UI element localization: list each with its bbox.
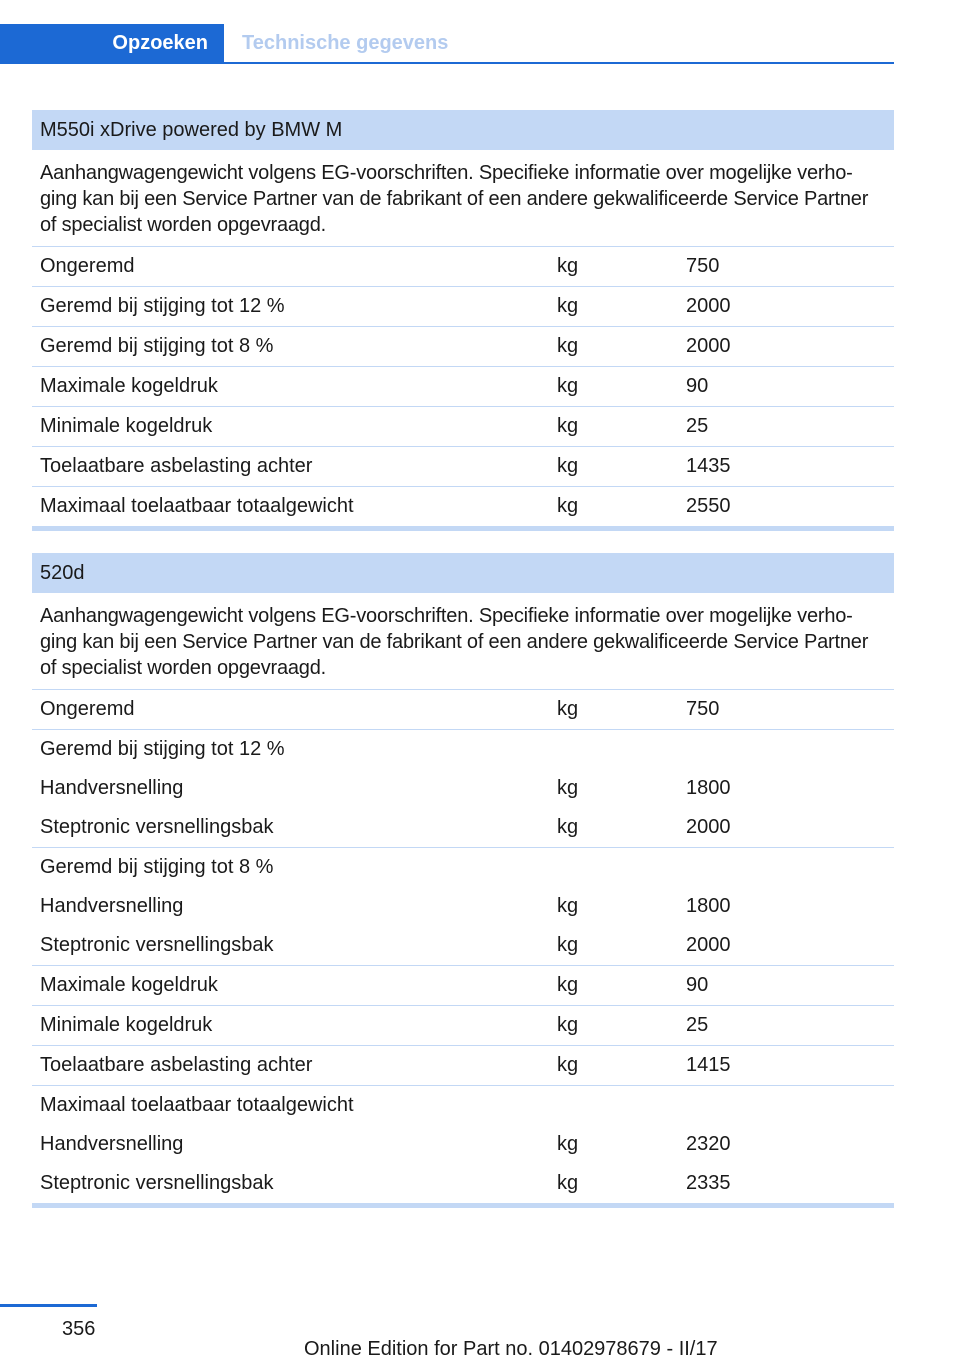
row-unit: kg: [557, 895, 579, 917]
section-title: 520d: [32, 553, 894, 593]
table-row: [32, 926, 894, 966]
footer-rule: [0, 1304, 97, 1307]
row-value: 1415: [686, 1054, 731, 1076]
table-row: [32, 247, 894, 287]
table-row: [32, 1086, 894, 1125]
row-unit: kg: [557, 974, 579, 996]
row-unit: kg: [557, 295, 579, 317]
row-label: Maximale kogeldruk: [40, 974, 218, 996]
row-value: 1800: [686, 895, 731, 917]
row-label: Geremd bij stijging tot 12 %: [40, 295, 285, 317]
row-value: 1800: [686, 777, 731, 799]
table-row: [32, 407, 894, 447]
table-row: [32, 887, 894, 926]
row-group-label: Maximaal toelaatbaar totaalgewicht: [40, 1094, 354, 1116]
edition-note: Online Edition for Part no. 01402978679 - II/17: [304, 1338, 718, 1360]
row-label: Steptronic versnellingsbak: [40, 934, 274, 956]
row-unit: kg: [557, 415, 579, 437]
row-unit: kg: [557, 495, 579, 517]
table-row: [32, 966, 894, 1006]
page-number: 356: [62, 1318, 96, 1340]
table-row: [32, 730, 894, 769]
section-description: Aanhangwagengewicht volgens EG-voorschriften. Specifieke informatie over mogelijke verho-ging kan bij een Service Partner van de fabrikant of een andere gekwalificeerde Service Partner of specialist worden opgevraagd.: [32, 593, 894, 690]
row-value: 25: [686, 415, 709, 437]
row-unit: kg: [557, 1054, 579, 1076]
table-row: [32, 1046, 894, 1086]
row-label: Handversnelling: [40, 777, 184, 799]
row-label: Maximale kogeldruk: [40, 375, 218, 397]
row-label: Geremd bij stijging tot 8 %: [40, 335, 274, 357]
row-label: Maximaal toelaatbaar totaalgewicht: [40, 495, 354, 517]
row-value: 25: [686, 1014, 709, 1036]
section-title: M550i xDrive powered by BMW M: [32, 110, 894, 150]
section-end-rule: [32, 526, 894, 531]
row-label: Minimale kogeldruk: [40, 1014, 213, 1036]
row-value: 2000: [686, 816, 731, 838]
row-value: 90: [686, 974, 709, 996]
row-label: Toelaatbare asbelasting achter: [40, 455, 313, 477]
row-value: 1435: [686, 455, 731, 477]
spec-table-520d: [32, 553, 894, 1208]
row-unit: kg: [557, 335, 579, 357]
row-value: 2335: [686, 1172, 731, 1194]
row-group-label: Geremd bij stijging tot 8 %: [40, 856, 274, 878]
section-description: Aanhangwagengewicht volgens EG-voorschriften. Specifieke informatie over mogelijke verho-ging kan bij een Service Partner van de fabrikant of een andere gekwalificeerde Service Partner of specialist worden opgevraagd.: [32, 150, 894, 247]
row-unit: kg: [557, 1133, 579, 1155]
row-value: 2550: [686, 495, 731, 517]
table-row: [32, 327, 894, 367]
row-unit: kg: [557, 455, 579, 477]
row-label: Ongeremd: [40, 698, 135, 720]
row-label: Ongeremd: [40, 255, 135, 277]
table-row: [32, 367, 894, 407]
row-value: 2000: [686, 335, 731, 357]
row-label: Steptronic versnellingsbak: [40, 816, 274, 838]
row-label: Toelaatbare asbelasting achter: [40, 1054, 313, 1076]
row-group-label: Geremd bij stijging tot 12 %: [40, 738, 285, 760]
row-unit: kg: [557, 375, 579, 397]
spec-table-m550i: [32, 110, 894, 531]
row-label: Minimale kogeldruk: [40, 415, 213, 437]
row-value: 2000: [686, 295, 731, 317]
row-unit: kg: [557, 816, 579, 838]
row-unit: kg: [557, 255, 579, 277]
table-row: [32, 1006, 894, 1046]
row-unit: kg: [557, 1172, 579, 1194]
row-value: 750: [686, 698, 720, 720]
table-row: [32, 487, 894, 526]
row-value: 750: [686, 255, 720, 277]
table-row: [32, 690, 894, 730]
row-value: 2320: [686, 1133, 731, 1155]
table-row: [32, 287, 894, 327]
row-unit: kg: [557, 698, 579, 720]
table-row: [32, 447, 894, 487]
tab-opzoeken[interactable]: Opzoeken: [0, 24, 224, 62]
row-unit: kg: [557, 777, 579, 799]
row-value: 2000: [686, 934, 731, 956]
table-row: [32, 808, 894, 848]
tab-technische-gegevens[interactable]: Technische gegevens: [242, 32, 449, 54]
table-row: [32, 1125, 894, 1164]
row-label: Handversnelling: [40, 1133, 184, 1155]
top-navigation: [0, 24, 894, 64]
table-row: [32, 848, 894, 887]
table-row: [32, 1164, 894, 1203]
row-label: Handversnelling: [40, 895, 184, 917]
row-value: 90: [686, 375, 709, 397]
table-row: [32, 769, 894, 808]
row-unit: kg: [557, 934, 579, 956]
row-unit: kg: [557, 1014, 579, 1036]
row-label: Steptronic versnellingsbak: [40, 1172, 274, 1194]
section-end-rule: [32, 1203, 894, 1208]
